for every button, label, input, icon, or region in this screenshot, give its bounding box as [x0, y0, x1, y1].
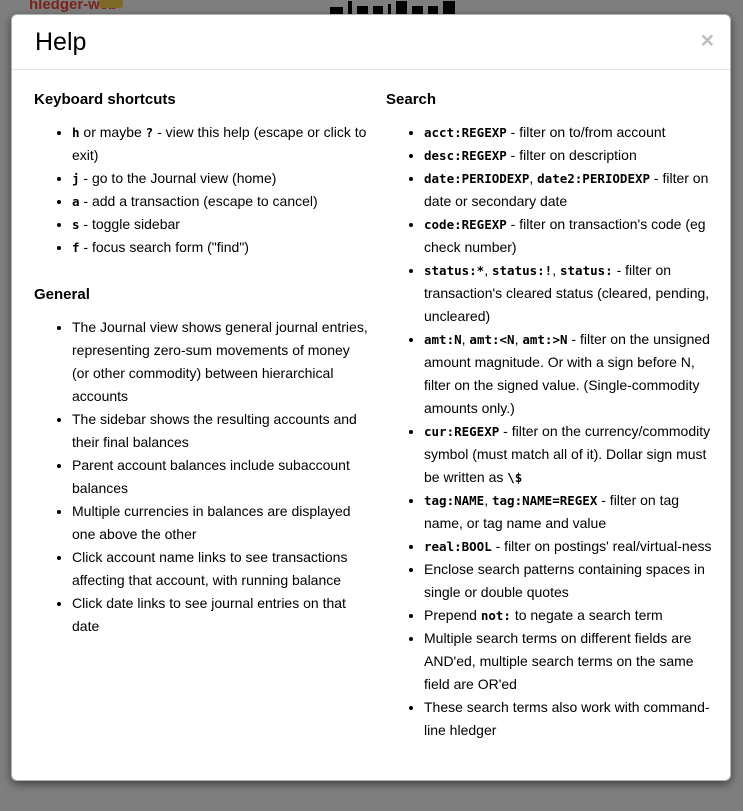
help-column-right	[386, 90, 712, 752]
list-item: • a - add a transaction (escape to cancel)	[72, 190, 368, 213]
list-item: • tag:NAME, tag:NAME=REGEX - filter on tag name, or tag name and value	[424, 489, 712, 535]
code-term: amt:<N	[469, 332, 515, 347]
code-term: tag:NAME=REGEX	[492, 493, 598, 508]
list-item: • code:REGEXP - filter on transaction's code (eg check number)	[424, 213, 712, 259]
help-column-left	[34, 90, 386, 752]
list-item: • real:BOOL - filter on postings' real/virtual-ness	[424, 535, 712, 558]
code-term: \$	[507, 470, 523, 485]
code-term: acct:REGEXP	[424, 125, 507, 140]
list-item: • Click date links to see journal entries on that date	[72, 592, 368, 638]
code-term: tag:NAME	[424, 493, 485, 508]
code-term: status:*	[424, 263, 485, 278]
list-item: • Click account name links to see transactions affecting that account, with running balance	[72, 546, 368, 592]
code-term: status:	[560, 263, 613, 278]
modal-title: Help	[35, 28, 87, 56]
section-heading: General	[34, 286, 90, 303]
list-item: • These search terms also work with command-line hledger	[424, 696, 712, 742]
code-term: real:BOOL	[424, 539, 492, 554]
list-item: • Enclose search patterns containing spaces in single or double quotes	[424, 558, 712, 604]
code-term: j	[72, 171, 80, 186]
list-item: • f - focus search form ("find")	[72, 236, 368, 259]
modal-body	[12, 70, 730, 780]
list-item: • acct:REGEXP - filter on to/from account	[424, 121, 712, 144]
code-term: h	[72, 125, 80, 140]
section-heading: Keyboard shortcuts	[34, 91, 176, 108]
code-term: code:REGEXP	[424, 217, 507, 232]
code-term: date:PERIODEXP	[424, 171, 530, 186]
list-item: • j - go to the Journal view (home)	[72, 167, 368, 190]
close-icon[interactable]: ×	[697, 25, 718, 56]
list-item: • Prepend not: to negate a search term	[424, 604, 712, 627]
help-modal	[11, 14, 731, 781]
list-item: • Parent account balances include subaccount balances	[72, 454, 368, 500]
help-list	[34, 121, 368, 259]
list-item: • desc:REGEXP - filter on description	[424, 144, 712, 167]
help-list	[386, 121, 712, 742]
help-list	[34, 316, 368, 638]
code-term: amt:N	[424, 332, 462, 347]
code-term: f	[72, 240, 80, 255]
code-term: not:	[480, 608, 511, 623]
list-item: • The Journal view shows general journal entries, representing zero-sum movements of money (or other commodity) between hierarchical accounts	[72, 316, 368, 408]
list-item: • cur:REGEXP - filter on the currency/commodity symbol (must match all of it). Dollar sign must be written as \$	[424, 420, 712, 489]
list-item: • h or maybe ? - view this help (escape or click to exit)	[72, 121, 368, 167]
code-term: cur:REGEXP	[424, 424, 500, 439]
list-item: • The sidebar shows the resulting accounts and their final balances	[72, 408, 368, 454]
list-item: • Multiple search terms on different fields are AND'ed, multiple search terms on the same field are OR'ed	[424, 627, 712, 696]
code-term: amt:>N	[522, 332, 568, 347]
code-term: s	[72, 217, 80, 232]
code-term: status:!	[492, 263, 553, 278]
section-heading: Search	[386, 91, 437, 108]
modal-header	[12, 15, 730, 70]
list-item: • s - toggle sidebar	[72, 213, 368, 236]
code-term: desc:REGEXP	[424, 148, 507, 163]
code-term: ?	[145, 125, 154, 140]
code-term: date2:PERIODEXP	[537, 171, 651, 186]
list-item: • amt:N, amt:<N, amt:>N - filter on the unsigned amount magnitude. Or with a sign before N, filter on the signed value. (Single-commodity amounts only.)	[424, 328, 712, 420]
list-item: • Multiple currencies in balances are displayed one above the other	[72, 500, 368, 546]
list-item: • status:*, status:!, status: - filter on transaction's cleared status (cleared, pending, uncleared)	[424, 259, 712, 328]
list-item: • date:PERIODEXP, date2:PERIODEXP - filter on date or secondary date	[424, 167, 712, 213]
code-term: a	[72, 194, 80, 209]
